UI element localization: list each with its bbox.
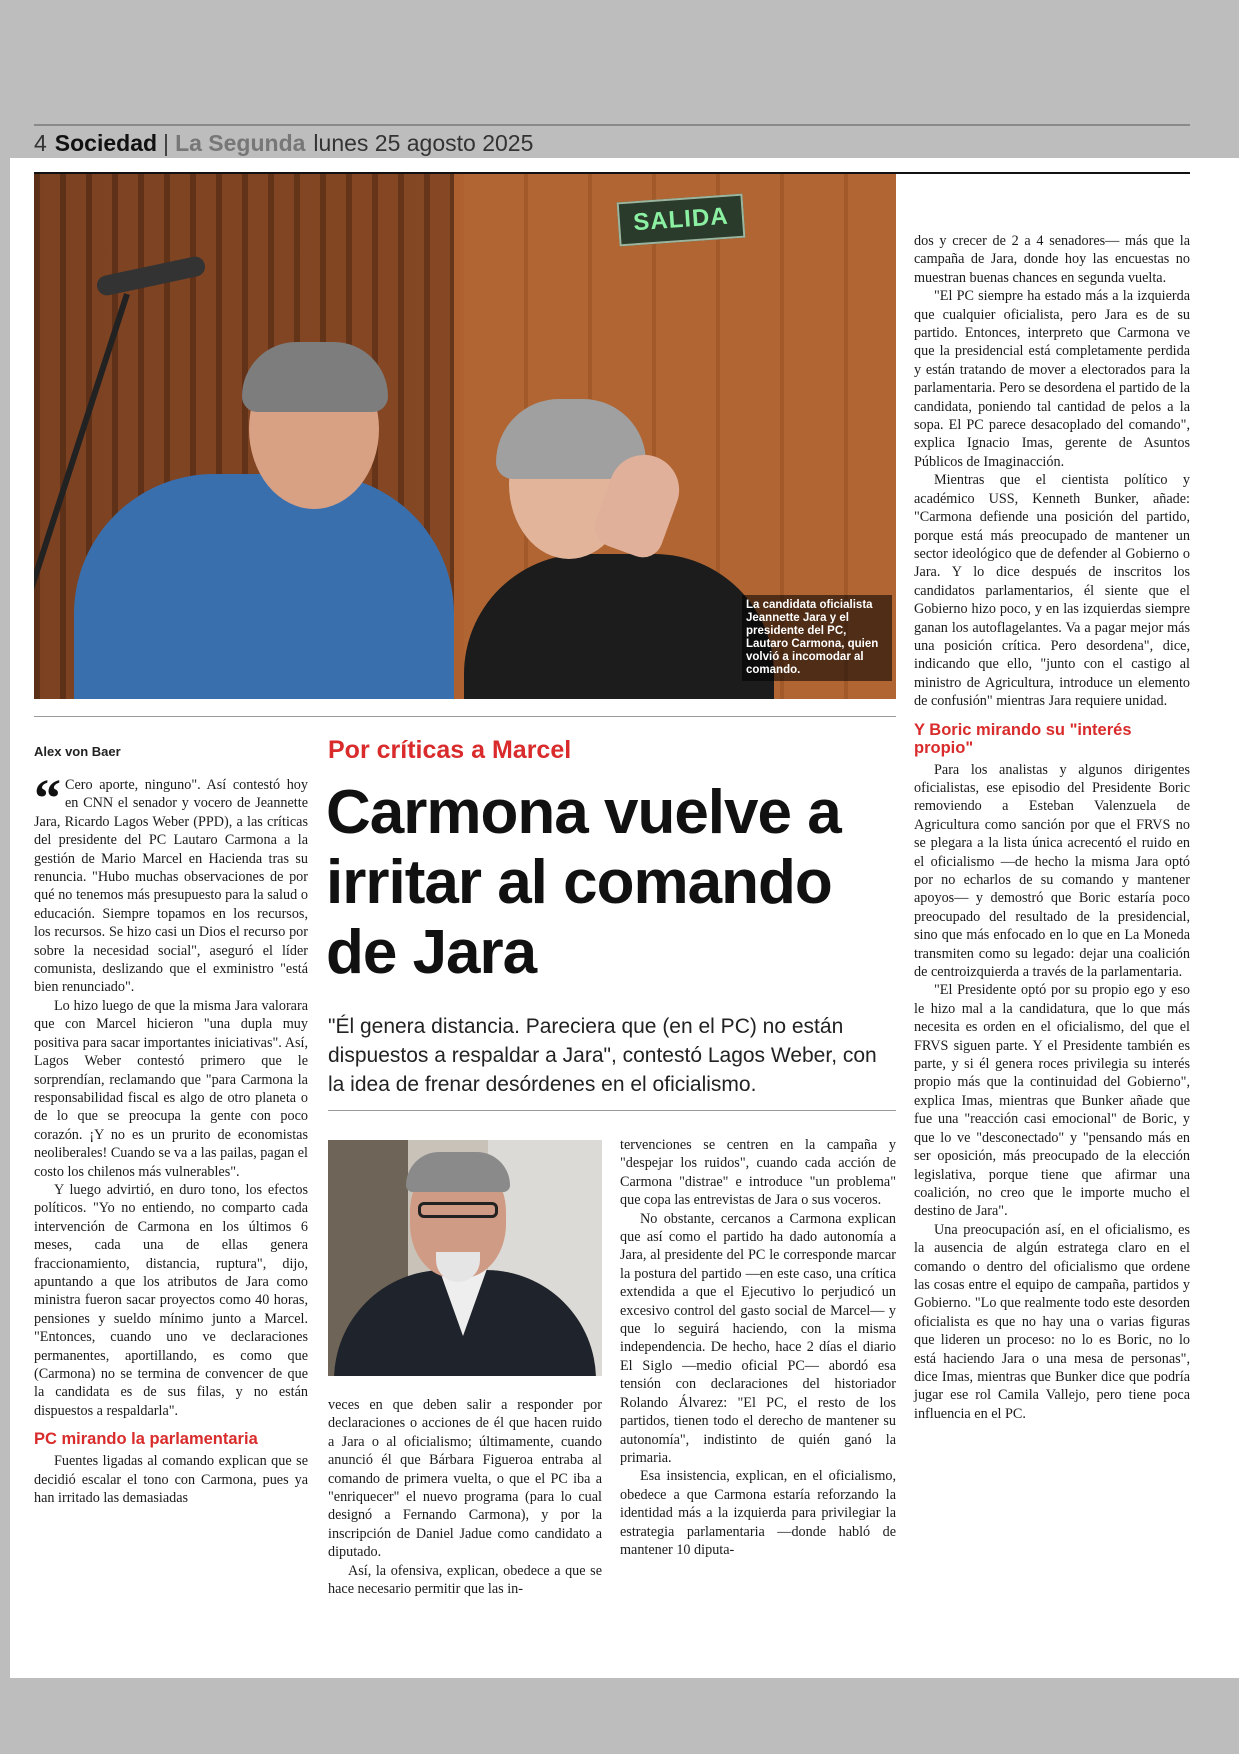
photo-caption: La candidata oficialista Jeannette Jara y el presidente del PC, Lautaro Carmona, quien volvió a incomodar al comando.	[742, 595, 892, 681]
paragraph: Para los analistas y algunos dirigentes oficialistas, ese episodio del Presidente Boric removiendo a Esteban Valenzuela de Agricultura como sanción por que el FRVS no se plegara a la lista única acrecentó el ruido en el oficialismo —de hecho la misma Jara optó por no echarlos de su comando y mantener apoyos— y demostró que Boric estaría poco preocupado del resultado de la presidencial, sino que más enfocado en lo que en La Moneda transmiten como su legado: dejar una coalición de centroizquierda a través de la parlamentaria.	[914, 761, 1190, 981]
paragraph: tervenciones se centren en la campaña y "despejar los ruidos", cuando cada acción de Carmona "distrae" e introduce "un problema" que copa las entrevistas de Jara o sus voceros.	[620, 1137, 896, 1209]
secondary-photo	[328, 1140, 602, 1376]
column-middle-1	[328, 1396, 602, 1598]
deck: "Él genera distancia. Pareciera que (en el PC) no están dispuestos a respaldar a Jara", contestó Lagos Weber, con la idea de frenar desórdenes en el oficialismo.	[328, 1015, 877, 1096]
paragraph: "El PC siempre ha estado más a la izquierda que cualquier oficialista, pero Jara es de su partido. Entonces, interpreto que Carmona ve que la presidencial está completamente perdida y están tratando de mover a electorados para la parlamentaria. Pero se desordena el partido de la candidata, poniendo tal cantidad de pelos a la sopa. El PC parece desacoplado del comando", explica Ignacio Imas, gerente de Asuntos Públicos de Imaginacción.	[914, 288, 1190, 470]
paragraph: Fuentes ligadas al comando explican que se decidió escalar el tono con Carmona, pues ya han irritado las demasiadas	[34, 1453, 308, 1507]
paragraph: Una preocupación así, en el oficialismo, es la ausencia de algún estratega claro en el comando o dentro del oficialismo que ordene las cosas entre el equipo de campaña, partidos y Gobierno. "Lo que realmente todo este desorden oficialista es que no hay una o varias figuras que lideren un proceso: no lo es Boric, no lo está haciendo Jara o una mesa de personas", dice Imas, mientras que Bunker dice que podría jugar ese rol Camila Vallejo, pero tiene poca influencia en el PC.	[914, 1221, 1190, 1422]
paragraph	[34, 768, 308, 997]
paragraph: Así, la ofensiva, explican, obedece a que se hace necesario permitir que las in-	[328, 1562, 602, 1598]
column-middle-2	[620, 1136, 896, 1559]
quote-mark-icon: “	[34, 768, 61, 828]
paragraph: veces en que deben salir a responder por declaraciones o acciones de él que hacen ruido a Jara o al oficialismo; últimamente, cuando anunció él que Bárbara Figueroa entraba al comando de primera vuelta, o que el PC iba a "enriquecer" el nuevo programa (para lo cual designó a Fernando Carmona), y por la inscripción de Daniel Jadue como candidato a diputado.	[328, 1397, 602, 1561]
paragraph: No obstante, cercanos a Carmona explican que así como el partido ha dado autonomía a Jara, al presidente del PC le corresponde marcar la postura del partido —en este caso, una crítica extendida a que el Ejecutivo lo perjudicó un excesivo control del gasto social de Marcel— y que lo seguirá haciendo, con la misma independencia. De hecho, hace 2 días el diario El Siglo —medio oficial PC— abordó esa tensión con declaraciones del historiador Rolando Álvarez: "El PC, el resto de los partidos, tienen todo el derecho de mantener su autonomía", indistinto de quién ganó la primaria.	[620, 1210, 896, 1466]
page-header	[34, 130, 533, 160]
portrait-hair	[406, 1152, 510, 1192]
man-figure	[74, 474, 454, 699]
scan-border-bottom	[0, 1678, 1239, 1754]
paragraph-text: Cero aporte, ninguno". Así contestó hoy en CNN el senador y vocero de Jeannette Jara, Ricardo Lagos Weber (PPD), a las críticas del presidente del PC Lautaro Carmona a la gestión de Mario Marcel en Hacienda tras su renuncia. "Hubo muchas observaciones de por qué no tenemos más presupuesto para la salud o educación. Siempre topamos en los recursos, los recursos. Se hizo casi un Dios el recurso por sobre la necesidad social", aseguró el líder comunista, deslizando que el exministro "está bien renunciado".	[34, 777, 308, 996]
paragraph: "El Presidente optó por su propio ego y eso le hizo mal a la candidatura, que lo que más necesita es orden en el oficialismo, del que el FRVS siguen parte. Y el Presidente también es parte, y si él genera roces privilegia su interés propio más que la continuidad del Gobierno", explica Imas, mientras que Bunker añade que fue una "reacción casi emocional" de Boric, y que lo ve "desconectado" y "pensando más en ser oposición, más preocupado de la elección legislativa, porque tiene que afirmar una coalición, no creo que le importe mucho el destino de Jara".	[914, 982, 1190, 1220]
kicker: Por críticas a Marcel	[328, 736, 572, 764]
publication-name: La Segunda	[175, 130, 306, 156]
section-rule	[34, 716, 896, 717]
page-number: 4	[34, 130, 47, 156]
column-left	[34, 768, 308, 1507]
subhead: PC mirando la parlamentaria	[34, 1430, 258, 1449]
man-hair	[242, 342, 388, 412]
header-rule	[34, 124, 1190, 126]
paragraph: Lo hizo luego de que la misma Jara valorara que con Marcel hicieron "una dupla muy positiva para sacar importantes iniciativas". Así, Lagos Weber contestó primero que le sorprendían, reclamando que "para Carmona la responsabilidad fiscal es algo de otro planeta o de lo que se preocupa la gente con poco corazón. ¡Y no es un prurito de economistas neoliberales! Cuando se va a las pailas, pagan el costo los chilenos más vulnerables".	[34, 997, 308, 1180]
byline: Alex von Baer	[34, 744, 121, 759]
subhead: Y Boric mirando su "interés propio"	[914, 720, 1132, 757]
publication-date: lunes 25 agosto 2025	[313, 130, 534, 156]
paragraph: dos y crecer de 2 a 4 senadores— más que la campaña de Jara, donde hoy las encuestas no muestran buenas chances en segunda vuelta.	[914, 233, 1190, 286]
column-right	[914, 232, 1190, 1423]
paragraph: Esa insistencia, explican, en el oficialismo, obedece a que Carmona estaría reforzando la identidad más a la izquierda para privilegiar la estrategia parlamentaria —donde habló de mantener 10 diputa-	[620, 1468, 896, 1558]
glasses	[418, 1202, 498, 1218]
section-name: Sociedad	[54, 130, 158, 156]
header-divider	[165, 134, 167, 156]
headline: Carmona vuelve a irritar al comando de Jara	[326, 778, 841, 987]
paragraph: Y luego advirtió, en duro tono, los efectos políticos. "Yo no entiendo, no comparto cada intervención de Carmona en los últimos 6 meses, cada una de ellas genera fraccionamiento, distancia, ruptura", dijo, apuntando a que los atributos de Jara como ministra fueron sacar proyectos como 40 horas, pensiones y sueldo mínimo junto a Marcel. "Entonces, cuando uno ve declaraciones permanentes, aportillando, es como que (Carmona) no se termina de convencer de que la candidata es de sus filas, y no están dispuestos a respaldarla".	[34, 1181, 308, 1419]
paragraph: Mientras que el cientista político y académico USS, Kenneth Bunker, añade: "Carmona defiende una posición del partido, porque está más preocupado de mantener un sector ideológico que de defender al Gobierno o Jara. Y lo dice después de inscritos los candidatos parlamentarios, él siente que el Gobierno hizo poco, y en las izquierdas siempre ganan los autoflagelantes. Va a pagar mejor más una posición crítica. Pero desordena", dice, indicando que ello, "junto con el castigo al ministro de Agricultura, introduce un elemento de confusión" mientras Jara requiere unidad.	[914, 472, 1190, 710]
exit-sign: SALIDA	[617, 194, 746, 247]
deck-rule	[328, 1110, 896, 1111]
